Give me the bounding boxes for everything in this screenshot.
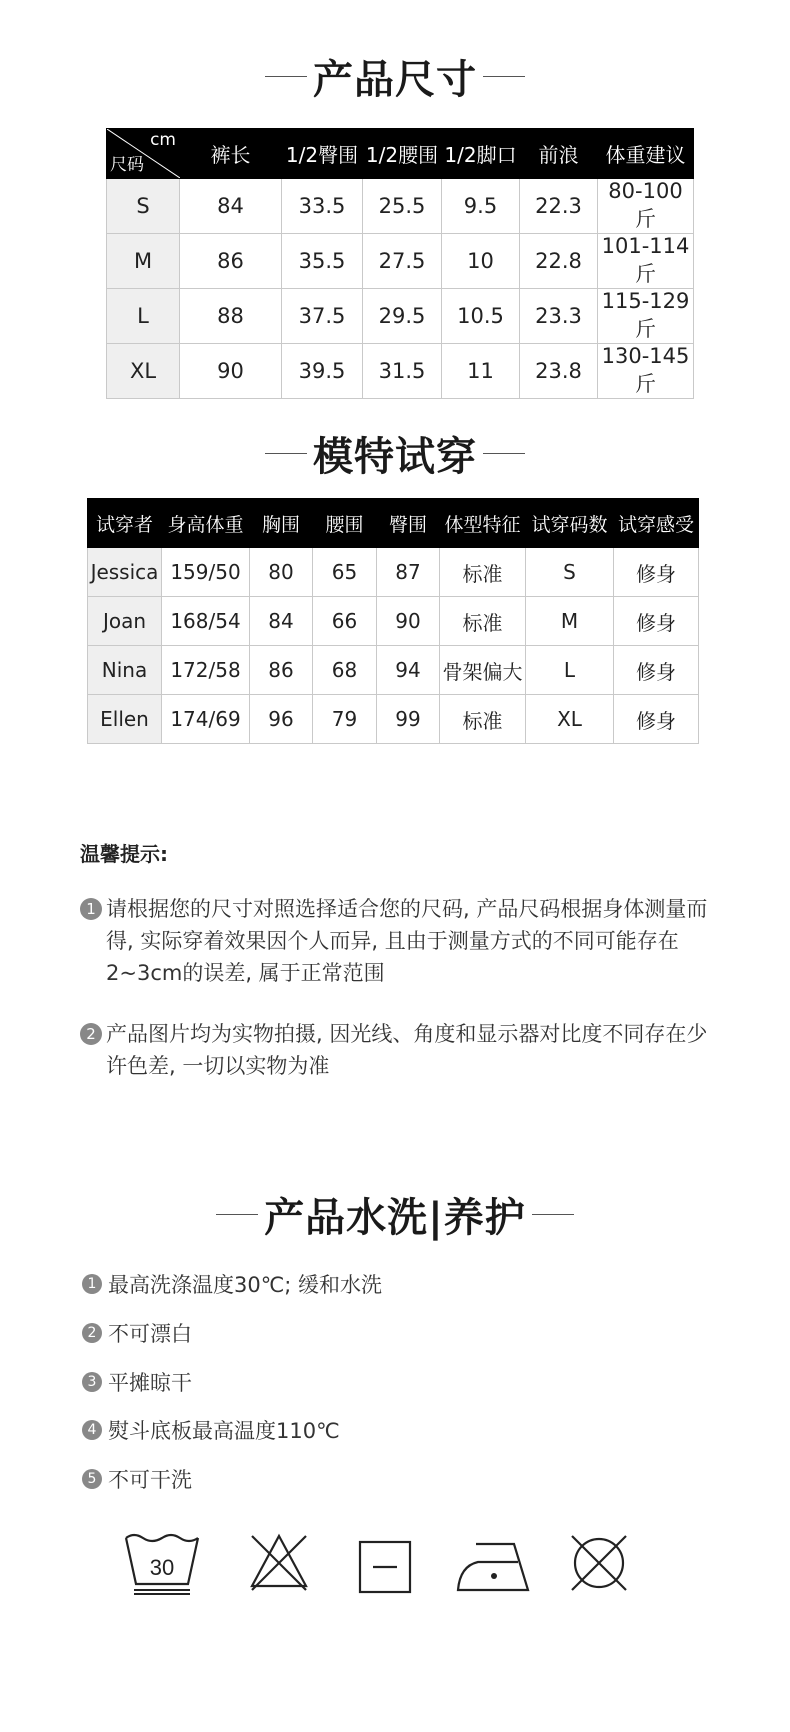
table-cell: 27.5 (363, 234, 442, 289)
no-bleach-icon (248, 1532, 310, 1594)
size-label: L (107, 289, 180, 344)
table-cell: 23.3 (520, 289, 598, 344)
table-cell: 标准 (440, 597, 526, 646)
table-cell: 101-114斤 (598, 234, 694, 289)
table-cell: 88 (180, 289, 282, 344)
table-cell: S (526, 548, 614, 597)
table-cell: 修身 (614, 646, 699, 695)
tips-heading: 温馨提示: (80, 842, 168, 866)
table-cell: 90 (377, 597, 440, 646)
model-header-cell: 体型特征 (440, 499, 526, 548)
title-divider-left (265, 453, 307, 454)
table-cell: 65 (313, 548, 377, 597)
table-row (88, 646, 699, 695)
table-cell: 29.5 (363, 289, 442, 344)
table-cell: XL (526, 695, 614, 744)
dry-flat-icon (358, 1540, 412, 1594)
care-text: 不可漂白 (108, 1322, 192, 1346)
wash-30-icon (124, 1530, 200, 1596)
model-table-header-row (88, 499, 699, 548)
table-cell: 79 (313, 695, 377, 744)
table-row (88, 597, 699, 646)
model-header-cell: 试穿码数 (526, 499, 614, 548)
care-text: 不可干洗 (108, 1468, 192, 1492)
table-cell: 159/50 (162, 548, 250, 597)
table-cell: 86 (250, 646, 313, 695)
model-header-cell: 胸围 (250, 499, 313, 548)
number-badge-icon: 5 (82, 1469, 102, 1489)
table-cell: 骨架偏大 (440, 646, 526, 695)
model-name: Nina (88, 646, 162, 695)
table-row (107, 344, 694, 399)
size-label: S (107, 179, 180, 234)
table-cell: 修身 (614, 597, 699, 646)
title-divider-left (216, 1214, 258, 1215)
table-cell: 35.5 (282, 234, 363, 289)
care-text: 平摊晾干 (108, 1371, 192, 1395)
size-table-header-row (107, 129, 694, 179)
table-cell: 80 (250, 548, 313, 597)
table-cell: 9.5 (442, 179, 520, 234)
table-cell: 39.5 (282, 344, 363, 399)
table-cell: 174/69 (162, 695, 250, 744)
model-header-cell: 臀围 (377, 499, 440, 548)
table-row (88, 695, 699, 744)
table-row (88, 548, 699, 597)
tip-item (80, 1018, 720, 1082)
table-cell: 23.8 (520, 344, 598, 399)
table-cell: 修身 (614, 695, 699, 744)
table-cell: 标准 (440, 548, 526, 597)
size-header-cell: 1/2臀围 (282, 129, 363, 179)
care-item (82, 1367, 192, 1397)
size-header-cell: 1/2脚口 (442, 129, 520, 179)
table-row (107, 179, 694, 234)
model-name: Ellen (88, 695, 162, 744)
size-header-cell: 体重建议 (598, 129, 694, 179)
title-divider-left (265, 76, 307, 77)
table-cell: 68 (313, 646, 377, 695)
table-cell: 90 (180, 344, 282, 399)
table-row (107, 234, 694, 289)
table-cell: 115-129斤 (598, 289, 694, 344)
care-section-title-text: 产品水洗|养护 (264, 1195, 526, 1241)
table-cell: 168/54 (162, 597, 250, 646)
size-label: XL (107, 344, 180, 399)
size-header-cell: 前浪 (520, 129, 598, 179)
table-cell: 96 (250, 695, 313, 744)
table-cell: 标准 (440, 695, 526, 744)
table-cell: 修身 (614, 548, 699, 597)
size-header-cell: 1/2腰围 (363, 129, 442, 179)
care-item (82, 1269, 382, 1299)
table-cell: 80-100斤 (598, 179, 694, 234)
care-item (82, 1318, 192, 1348)
table-cell: 94 (377, 646, 440, 695)
model-section-title-text: 模特试穿 (313, 434, 477, 480)
model-name: Joan (88, 597, 162, 646)
table-cell: 31.5 (363, 344, 442, 399)
number-badge-icon: 1 (80, 898, 102, 920)
model-table (87, 498, 699, 744)
number-badge-icon: 1 (82, 1274, 102, 1294)
tip-text: 请根据您的尺寸对照选择适合您的尺码, 产品尺码根据身体测量而得, 实际穿着效果因个人而异, 且由于测量方式的不同可能存在2~3cm的误差, 属于正常范围 (106, 897, 708, 985)
table-cell: L (526, 646, 614, 695)
number-badge-icon: 3 (82, 1372, 102, 1392)
iron-low-icon (456, 1540, 532, 1594)
title-divider-right (483, 453, 525, 454)
table-cell: 172/58 (162, 646, 250, 695)
table-cell: 22.3 (520, 179, 598, 234)
table-cell: 37.5 (282, 289, 363, 344)
table-cell: 87 (377, 548, 440, 597)
number-badge-icon: 4 (82, 1420, 102, 1440)
table-cell: 130-145斤 (598, 344, 694, 399)
tip-text: 产品图片均为实物拍摄, 因光线、角度和显示器对比度不同存在少许色差, 一切以实物为准 (106, 1022, 708, 1078)
table-cell: 84 (180, 179, 282, 234)
table-cell: 99 (377, 695, 440, 744)
care-item (82, 1415, 340, 1445)
table-cell: 22.8 (520, 234, 598, 289)
table-cell: 10.5 (442, 289, 520, 344)
corner-size: 尺码 (110, 155, 144, 175)
model-header-cell: 试穿感受 (614, 499, 699, 548)
corner-unit: cm (150, 130, 176, 150)
care-item (82, 1464, 192, 1494)
model-section-title (0, 425, 790, 482)
tip-item (80, 893, 720, 989)
wash-temperature-label: 30 (149, 1555, 175, 1580)
table-cell: 25.5 (363, 179, 442, 234)
care-text: 熨斗底板最高温度110℃ (108, 1419, 340, 1443)
table-cell: 10 (442, 234, 520, 289)
model-name: Jessica (88, 548, 162, 597)
table-cell: M (526, 597, 614, 646)
model-header-cell: 腰围 (313, 499, 377, 548)
size-section-title-text: 产品尺寸 (313, 57, 477, 103)
table-cell: 84 (250, 597, 313, 646)
title-divider-right (483, 76, 525, 77)
table-cell: 66 (313, 597, 377, 646)
care-text: 最高洗涤温度30℃; 缓和水洗 (108, 1273, 383, 1297)
size-label: M (107, 234, 180, 289)
model-header-cell: 身高体重 (162, 499, 250, 548)
size-section-title (0, 48, 790, 105)
table-cell: 33.5 (282, 179, 363, 234)
table-cell: 11 (442, 344, 520, 399)
table-cell: 86 (180, 234, 282, 289)
size-header-cell: 裤长 (180, 129, 282, 179)
size-table-corner (107, 129, 180, 179)
title-divider-right (532, 1214, 574, 1215)
size-table (106, 128, 694, 399)
table-row (107, 289, 694, 344)
model-header-cell: 试穿者 (88, 499, 162, 548)
no-dry-clean-icon (568, 1532, 630, 1594)
number-badge-icon: 2 (82, 1323, 102, 1343)
number-badge-icon: 2 (80, 1023, 102, 1045)
care-section-title (0, 1186, 790, 1243)
